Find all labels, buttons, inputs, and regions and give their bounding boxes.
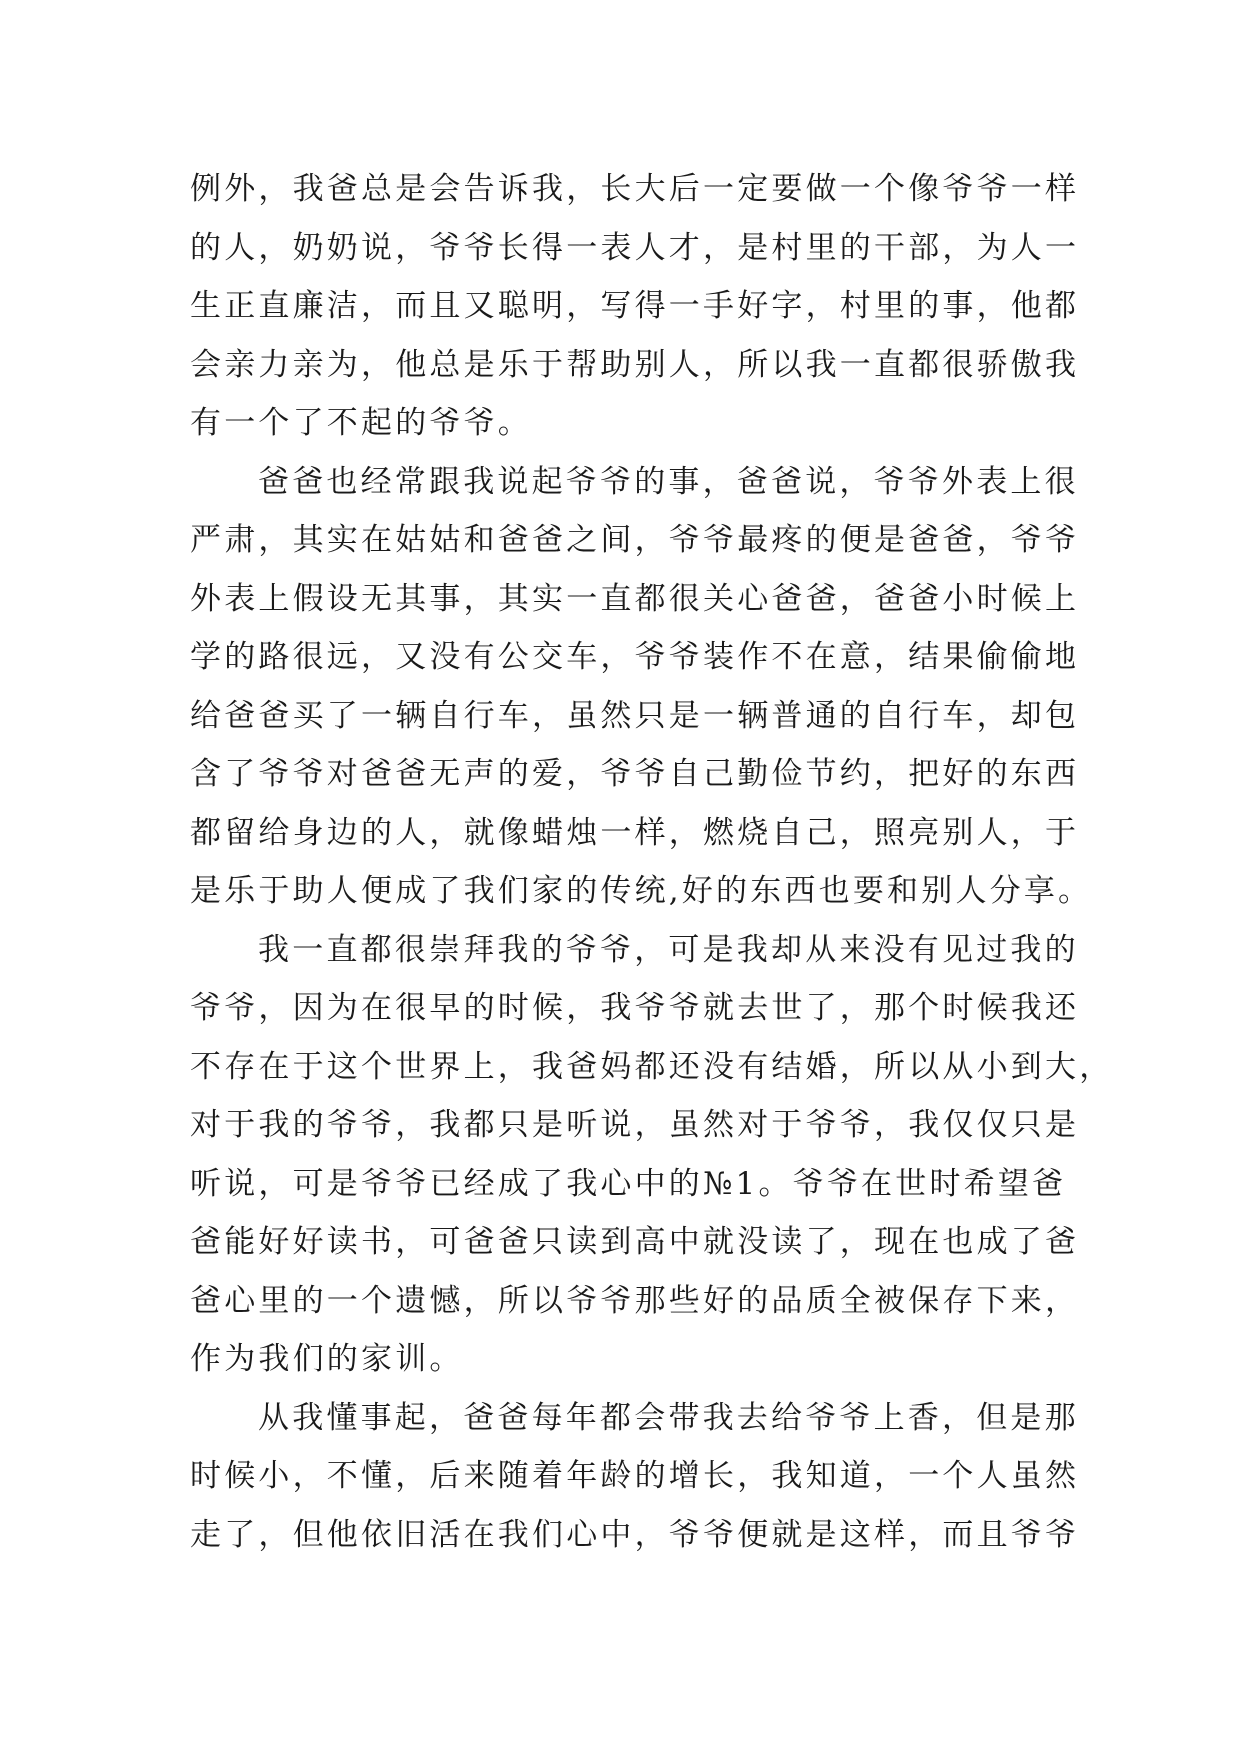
paragraph-start-line: 爸爸也经常跟我说起爷爷的事，爸爸说，爷爷外表上很	[258, 463, 1079, 500]
text-line: 是乐于助人便成了我们家的传统,好的东西也要和别人分享。	[190, 873, 1093, 909]
text-line: 爸能好好读书，可爸爸只读到高中就没读了，现在也成了爸	[190, 1224, 1080, 1260]
text-line: 的人，奶奶说，爷爷长得一表人才，是村里的干部，为人一	[190, 229, 1080, 266]
paragraph-start-line: 从我懂事起，爸爸每年都会带我去给爷爷上香，但是那	[258, 1399, 1079, 1436]
text-line: 给爸爸买了一辆自行车，虽然只是一辆普通的自行车，却包	[190, 697, 1080, 734]
text-line: 爷爷，因为在很早的时候，我爷爷就去世了，那个时候我还	[190, 990, 1080, 1026]
text-line: 严肃，其实在姑姑和爸爸之间，爷爷最疼的便是爸爸，爷爷	[190, 522, 1080, 558]
text-line: 爸心里的一个遗憾，所以爷爷那些好的品质全被保存下来，	[190, 1282, 1080, 1319]
text-line: 听说，可是爷爷已经成了我心中的№1。爷爷在世时希望爸	[190, 1165, 1067, 1202]
text-line: 时候小，不懂，后来随着年龄的增长，我知道，一个人虽然	[190, 1458, 1080, 1494]
text-line: 走了，但他依旧活在我们心中，爷爷便就是这样，而且爷爷	[190, 1516, 1080, 1553]
text-line: 含了爷爷对爸爸无声的爱，爷爷自己勤俭节约，把好的东西	[190, 756, 1080, 792]
text-line: 生正直廉洁，而且又聪明，写得一手好字，村里的事，他都	[190, 288, 1080, 324]
text-line: 学的路很远，又没有公交车，爷爷装作不在意，结果偷偷地	[190, 639, 1080, 675]
text-line: 作为我们的家训。	[190, 1341, 464, 1377]
text-line: 不存在于这个世界上，我爸妈都还没有结婚，所以从小到大，	[190, 1048, 1114, 1085]
text-line: 都留给身边的人，就像蜡烛一样，燃烧自己，照亮别人，于	[190, 814, 1080, 851]
text-line: 外表上假设无其事，其实一直都很关心爸爸，爸爸小时候上	[190, 580, 1080, 617]
body-text	[190, 160, 1114, 1564]
paragraph-start-line: 我一直都很崇拜我的爷爷，可是我却从来没有见过我的	[258, 931, 1079, 968]
text-line: 对于我的爷爷，我都只是听说，虽然对于爷爷，我仅仅只是	[190, 1107, 1080, 1143]
text-line: 例外，我爸总是会告诉我，长大后一定要做一个像爷爷一样	[190, 171, 1080, 207]
text-line: 会亲力亲为，他总是乐于帮助别人，所以我一直都很骄傲我	[190, 346, 1080, 383]
text-line: 有一个了不起的爷爷。	[190, 405, 532, 441]
